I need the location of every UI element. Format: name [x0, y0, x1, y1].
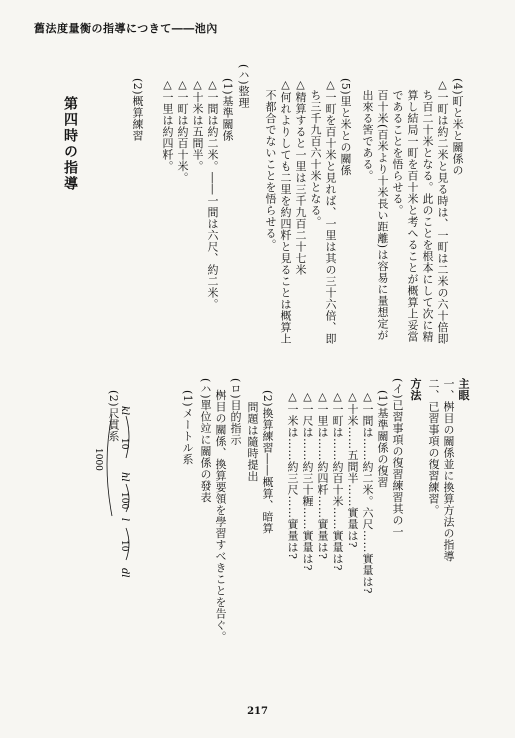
text-column: △精算すると一里は三千九百二十七米: [294, 78, 307, 276]
text-column: (イ)已習事項の復習練習其の一: [391, 378, 404, 538]
text-column: 出來る筈である。: [361, 78, 374, 182]
text-column: △何れよりしても二里を約四粁と見ることは概算上: [279, 78, 292, 345]
text-column: 桝目の關係、換算要領を學習すべきことを告ぐ。: [214, 378, 227, 643]
text-column: △十米……五間半……實量は?: [346, 390, 359, 548]
text-column: △十米は五間半。: [191, 78, 204, 172]
diagram-label-l: l: [119, 518, 130, 522]
text-column: (1)基準關係の復習: [376, 390, 389, 488]
text-column: (ハ)整理: [237, 64, 250, 109]
text-column: (5)里と米との關係: [339, 78, 352, 176]
text-column: △一米は……約三尺……實量は?: [286, 390, 299, 560]
text-column: 主眼: [457, 378, 470, 401]
page-number: 217: [247, 706, 268, 717]
text-column: (2)概算練習: [131, 78, 144, 142]
text-column: 一、桝目の關係並に換算方法の指導: [442, 378, 455, 562]
text-column: (ロ)目的指示: [229, 378, 242, 446]
diagram-label-10a: 10: [119, 438, 129, 450]
text-column: △一町は約百十米。: [176, 78, 189, 184]
bracket-total: [107, 414, 112, 516]
text-column: であることを悟らせる。: [391, 78, 404, 216]
text-column: (2)換算練習――概算、暗算: [261, 390, 274, 534]
bracket-kl-hl: [126, 416, 129, 458]
text-column: (4)町と米と關係の: [451, 78, 464, 176]
text-column: △一町は……約百十米……實量は?: [331, 390, 344, 571]
text-column: △一町を百十米と見れば、一里は其の三十六倍、即: [324, 78, 337, 345]
metric-unit-diagram: [92, 392, 182, 592]
text-column: △一里は……約四粁……實量は?: [316, 390, 329, 560]
text-column: △一町は約二米と見る時は、一町は二米の六十倍即: [436, 78, 449, 345]
text-column: ち百二十米となる。此のことを根本にして次に精: [421, 78, 434, 343]
text-column: △一間は約二米。――一間は六尺、約二米。: [206, 78, 219, 310]
text-column: (1)基準關係: [221, 78, 234, 142]
text-column: (ハ)單位竝に關係の發表: [199, 378, 212, 503]
diagram-label-10b: 10: [119, 540, 129, 552]
text-column: (1)メートル系: [181, 390, 194, 465]
text-column: 二、已習事項の復習練習。: [427, 378, 440, 516]
text-column: 不都合でないことを悟らせる。: [264, 78, 277, 251]
running-header: 舊法度量衡の指導につきて――池內: [34, 22, 218, 35]
text-column: ち三千九百六十米となる。: [309, 78, 322, 228]
diagram-label-kl: kl: [119, 406, 130, 416]
text-column: 算し結局一町を百十米と考へることが概算上妥當: [406, 78, 419, 343]
text-column: 百十米(百米より十米長い距離)は容易に量想定が: [376, 78, 389, 341]
text-column: △一尺は……約三十糎……實量は?: [301, 390, 314, 571]
text-column: (2)尺貫系: [107, 390, 120, 442]
diagram-label-hl: hl: [119, 472, 130, 482]
section-title: 第四時の指導: [62, 96, 78, 192]
diagram-label-100: 100: [119, 492, 129, 510]
text-column: 方法: [409, 378, 422, 401]
diagram-label-1000: 1000: [93, 448, 103, 471]
diagram-label-dl: dl: [119, 568, 130, 578]
text-column: △一里は約四粁。: [161, 78, 174, 172]
text-column: 問題は隨時提出: [246, 390, 259, 482]
text-column: △一間は……約二米。六尺……實量は?: [361, 390, 374, 594]
